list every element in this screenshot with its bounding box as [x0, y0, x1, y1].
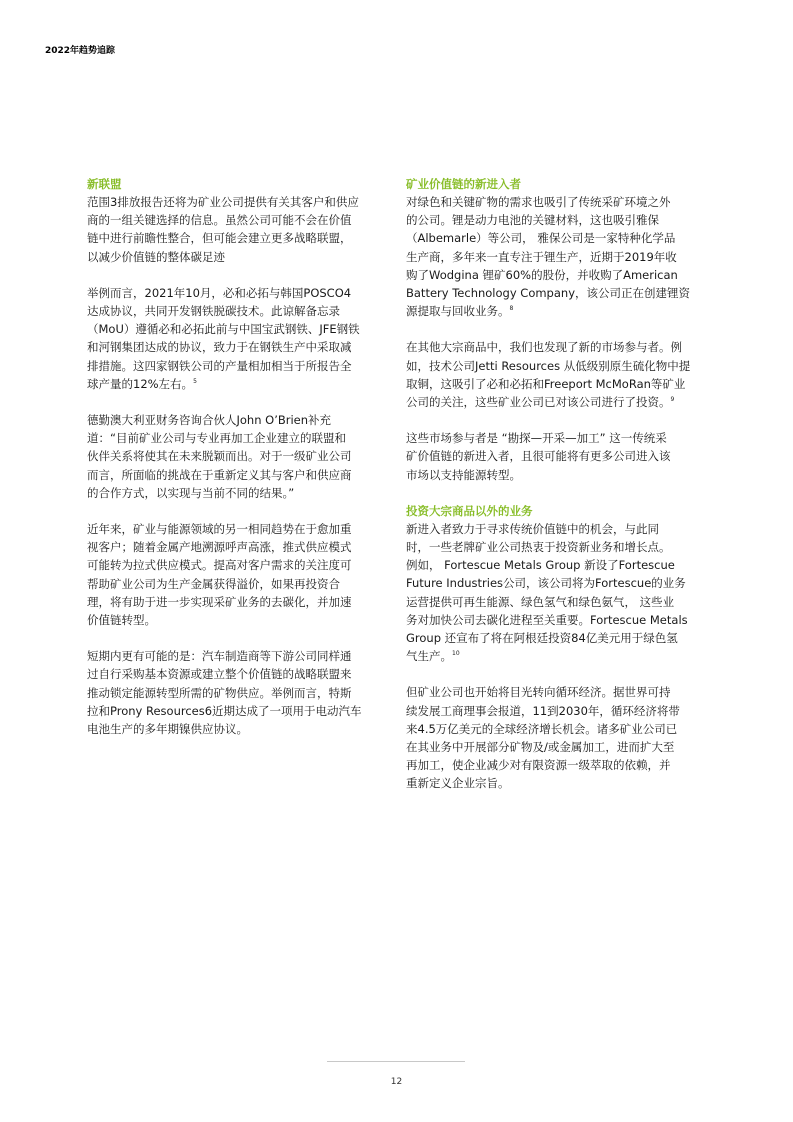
section-heading-new-entrants: 矿业价值链的新进入者	[406, 177, 521, 191]
paragraph: 范围3排放报告还将为矿业公司提供有关其客户和供应 商的一组关键选择的信息。虽然公司可能不会在价值 链中进行前瞻性整合，但可能会建立更多战略联盟， 以减少价值链的整体碳足迹	[87, 195, 359, 264]
paragraph: 短期内更有可能的是：汽车制造商等下游公司同样通 过自行采购基本资源或建立整个价值链的战略联盟来 推动锁定能源转型所需的矿物供应。举例而言，特斯 拉和Prony Resources6近期达成了一项用于电动汽车 电池生产的多年期镍供应协议。	[87, 649, 362, 737]
footnote-ref: 5	[193, 378, 197, 385]
section-heading-new-alliances: 新联盟	[87, 177, 122, 191]
paragraph: 德勤澳大利亚财务咨询合伙人John O’Brien补充 道：“目前矿业公司与专业再加工企业建立的联盟和 伙伴关系将使其在未来脱颖而出。对于一级矿业公司 而言，所面临的挑战在于重新定义其与客户和供应商 的合作方式，以实现与当前不同的结果。”	[87, 413, 352, 500]
section-heading-beyond-commodities: 投资大宗商品以外的业务	[406, 503, 533, 518]
paragraph: 这些市场参与者是 “勘探—开采—加工” 这一传统采 矿价值链的新进入者，且很可能将有更多公司进入该 市场以支持能源转型。	[406, 431, 671, 482]
paragraph: 举例而言，2021年10月，必和必拓与韩国POSCO4 达成协议，共同开发钢铁脱碳技术。此谅解备忘录 （MoU）遵循必和必拓此前与中国宝武钢铁、JFE钢铁 和河钢集团达成的协议，致力于在钢铁生产中采取减 排措施。这四家钢铁公司的产量相加相当于所报告全 球产量的12%左右。$^5$	[87, 285, 360, 391]
report-header-title: 2022年趋势追踪	[45, 46, 116, 56]
page-number: 12	[390, 1077, 403, 1087]
footer-divider	[327, 1061, 465, 1062]
footnote-ref: 10	[452, 650, 460, 658]
right-column	[406, 175, 706, 811]
paragraph: 但矿业公司也开始将目光转向循环经济。据世界可持 续发展工商理事会报道，11到2030年，循环经济将带 来4.5万亿美元的全球经济增长机会。诸多矿业公司已 在其业务中开展部分矿物及/或金属加工，进而扩大至 再加工，使企业减少对有限资源一级萃取的依赖，并 重新定义企业宗旨。	[406, 685, 680, 791]
left-column	[87, 175, 387, 756]
paragraph: 在其他大宗商品中，我们也发现了新的市场参与者。例 如，技术公司Jetti Resources 从低级别原生硫化物中提 取铜，这吸引了必和必拓和Freeport McMoRan等矿业 公司的关注，这些矿业公司已对该公司进行了投资。$^9$	[406, 340, 691, 410]
footnote-ref: 9	[670, 396, 675, 404]
paragraph: 近年来，矿业与能源领域的另一相同趋势在于愈加重 视客户；随着金属产地溯源呼声高涨，推式供应模式 可能转为拉式供应模式。提高对客户需求的关注度可 帮助矿业公司为生产金属获得溢价，如果再投资合 理，将有助于进一步实现采矿业务的去碳化，并加速 价值链转型。	[87, 522, 352, 628]
paragraph: 对绿色和关键矿物的需求也吸引了传统采矿环境之外 的公司。锂是动力电池的关键材料，这也吸引雅保 （Albemarle）等公司， 雅保公司是一家特种化学品 生产商，多年来一直专注于锂生产，近期于2019年收 购了Wodgina 锂矿60%的股份，并收购了American Battery Technology Company，该公司正在创建锂资 源提取与回收业务。$^8$	[406, 195, 691, 319]
footnote-ref: 8	[509, 305, 514, 313]
paragraph: 新进入者致力于寻求传统价值链中的机会，与此同 时，一些老牌矿业公司热衷于投资新业务和增长点。 例如， Fortescue Metals Group 新设了Fortescue Future Industries公司，该公司将为Fortescue的业务 运营提供可再生能源、绿色氢气和绿色氨气， 这些业 务对加快公司去碳化进程至关重要。Fortescue Metals Group 还宣布了将在阿根廷投资84亿美元用于绿色氢 气生产。$^{10}$	[406, 521, 688, 664]
